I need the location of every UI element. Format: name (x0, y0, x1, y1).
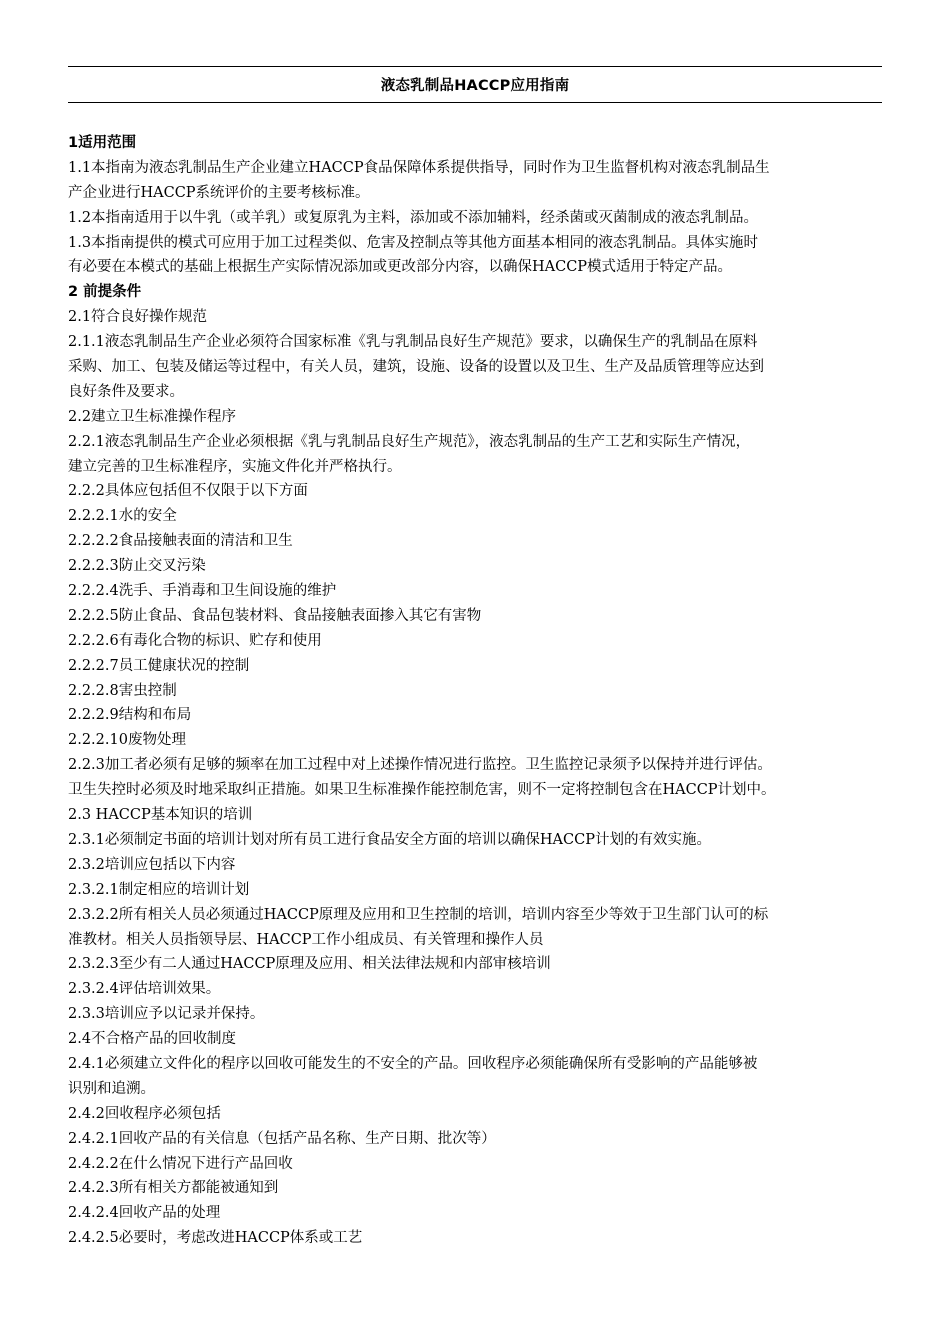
text-line: 2.2.2.2食品接触表面的清洁和卫生 (68, 533, 293, 550)
text-line: 1.1本指南为液态乳制品生产企业建立HACCP食品保障体系提供指导，同时作为卫生监督机构对液态乳制品生 (68, 159, 770, 176)
text-line: 2.3.2.4评估培训效果。 (68, 981, 221, 998)
text-line: 卫生失控时必须及时地采取纠正措施。如果卫生标准操作能控制危害，则不一定将控制包含在HACCP计划中。 (68, 782, 776, 799)
text-line: 2.1符合良好操作规范 (68, 309, 208, 326)
text-line: 2.2.2.5防止食品、食品包装材料、食品接触表面掺入其它有害物 (68, 607, 482, 624)
text-line: 1.3本指南提供的模式可应用于加工过程类似、危害及控制点等其他方面基本相同的液态乳制品。具体实施时 (68, 234, 759, 251)
text-line: 有必要在本模式的基础上根据生产实际情况添加或更改部分内容，以确保HACCP模式适用于特定产品。 (68, 259, 733, 276)
section-heading: 1适用范围 (68, 135, 137, 151)
text-line: 2.4.2.1回收产品的有关信息（包括产品名称、生产日期、批次等） (68, 1130, 496, 1147)
title-underline-rule (68, 102, 882, 103)
text-line: 2.3.1必须制定书面的培训计划对所有员工进行食品安全方面的培训以确保HACCP计划的有效实施。 (68, 831, 711, 848)
text-line: 准教材。相关人员指领导层、HACCP工作小组成员、有关管理和操作人员 (68, 931, 544, 948)
text-line: 2.3.3培训应予以记录并保持。 (68, 1006, 265, 1023)
text-line: 2.4.2.5必要时，考虑改进HACCP体系或工艺 (68, 1230, 363, 1247)
text-line: 2.4.2.2在什么情况下进行产品回收 (68, 1155, 293, 1172)
text-line: 2.2.2.6有毒化合物的标识、贮存和使用 (68, 632, 322, 649)
text-line: 2.2建立卫生标准操作程序 (68, 408, 237, 425)
text-line: 2.2.2.10废物处理 (68, 732, 186, 749)
text-line: 2.2.2具体应包括但不仅限于以下方面 (68, 483, 308, 500)
text-line: 采购、加工、包装及储运等过程中，有关人员，建筑，设施、设备的设置以及卫生、生产及品质管理等应达到 (68, 359, 764, 376)
document-body (68, 131, 882, 1251)
section-heading: 2 前提条件 (68, 284, 142, 301)
text-line: 2.2.2.8害虫控制 (68, 682, 177, 699)
text-line: 2.3.2培训应包括以下内容 (68, 856, 236, 873)
text-line: 2.4.2.4回收产品的处理 (68, 1205, 221, 1222)
text-line: 良好条件及要求。 (68, 383, 184, 400)
text-line: 2.4.2回收程序必须包括 (68, 1105, 221, 1122)
text-line: 产企业进行HACCP系统评价的主要考核标准。 (68, 184, 370, 201)
text-line: 2.2.1液态乳制品生产企业必须根据《乳与乳制品良好生产规范》，液态乳制品的生产工艺和实际生产情况， (68, 433, 751, 450)
text-line: 2.2.2.1水的安全 (68, 508, 177, 525)
text-line: 2.2.3加工者必须有足够的频率在加工过程中对上述操作情况进行监控。卫生监控记录须予以保持并进行评估。 (68, 757, 772, 774)
text-line: 2.3 HACCP基本知识的培训 (68, 807, 253, 824)
text-line: 2.2.2.7员工健康状况的控制 (68, 657, 250, 674)
text-line: 2.1.1液态乳制品生产企业必须符合国家标准《乳与乳制品良好生产规范》要求，以确保生产的乳制品在原料 (68, 334, 758, 351)
text-line: 2.3.2.2所有相关人员必须通过HACCP原理及应用和卫生控制的培训，培训内容至少等效于卫生部门认可的标 (68, 906, 769, 923)
text-line: 2.4.2.3所有相关方都能被通知到 (68, 1180, 279, 1197)
document-title: 液态乳制品HACCP应用指南 (380, 78, 570, 94)
text-line: 2.2.2.9结构和布局 (68, 707, 192, 724)
document-page (68, 66, 882, 1251)
text-line: 1.2本指南适用于以牛乳（或羊乳）或复原乳为主料，添加或不添加辅料，经杀菌或灭菌制成的液态乳制品。 (68, 209, 759, 226)
text-line: 2.4.1必须建立文件化的程序以回收可能发生的不安全的产品。回收程序必须能确保所有受影响的产品能够被 (68, 1055, 758, 1072)
text-line: 2.4不合格产品的回收制度 (68, 1031, 237, 1048)
text-line: 识别和追溯。 (68, 1080, 155, 1097)
text-line: 2.2.2.4洗手、手消毒和卫生间设施的维护 (68, 583, 337, 600)
text-line: 2.3.2.3至少有二人通过HACCP原理及应用、相关法律法规和内部审核培训 (68, 956, 551, 973)
text-line: 2.2.2.3防止交叉污染 (68, 558, 206, 575)
text-line: 2.3.2.1制定相应的培训计划 (68, 881, 250, 898)
text-line: 建立完善的卫生标准程序，实施文件化并严格执行。 (68, 458, 402, 475)
